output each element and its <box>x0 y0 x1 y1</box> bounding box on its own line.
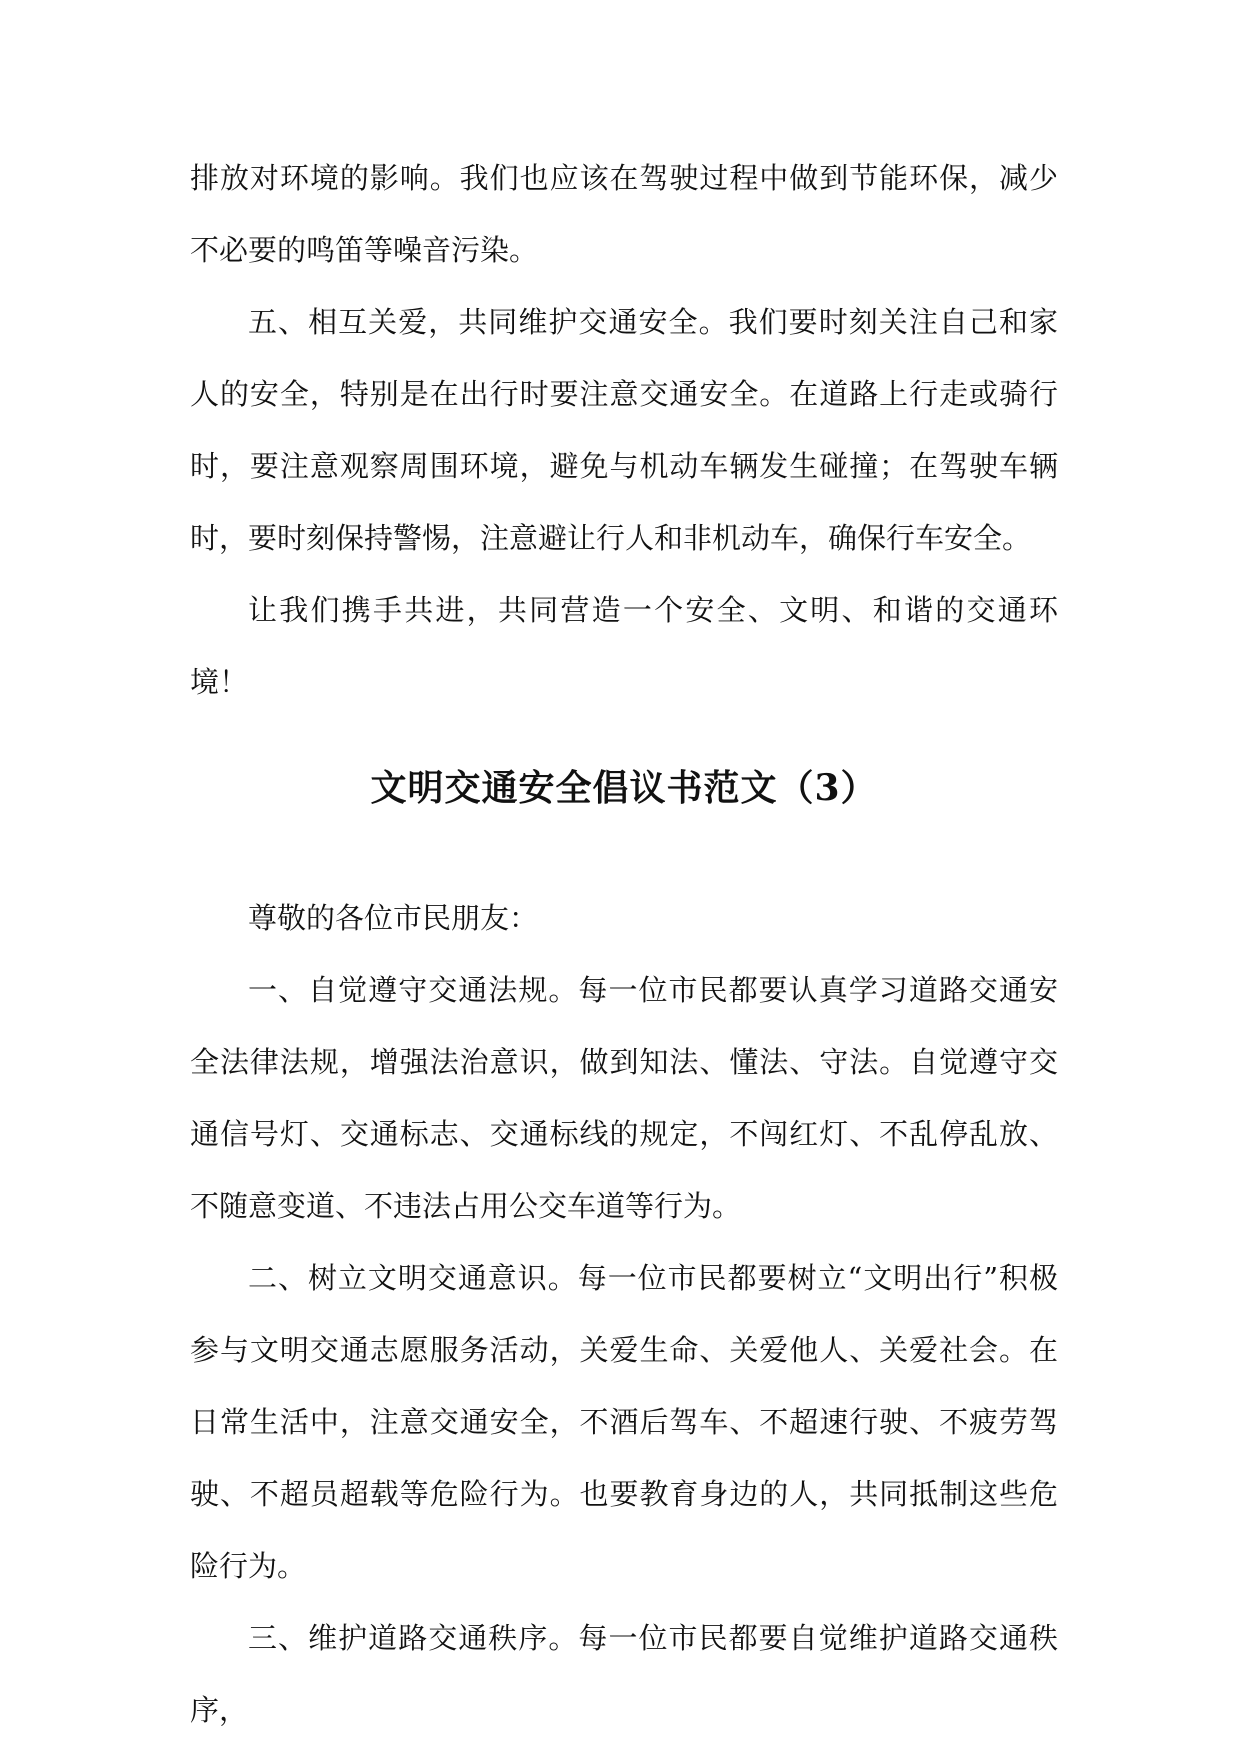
section-title: 文明交通安全倡议书范文（3） <box>370 767 878 809</box>
paragraph-environment-continued: 排放对环境的影响。我们也应该在驾驶过程中做到节能环保，减少不必要的鸣笛等噪音污染。 <box>190 161 1058 267</box>
paragraph-civilized-awareness: 二、树立文明交通意识。每一位市民都要树立“文明出行”积极参与文明交通志愿服务活动，关爱生命、关爱他人、关爱社会。在日常生活中，注意交通安全，不酒后驾车、不超速行驶、不疲劳驾驶、不超员超载等危险行为。也要教育身边的人，共同抵制这些危险行为。 <box>190 1261 1058 1583</box>
paragraph-maintain-order: 三、维护道路交通秩序。每一位市民都要自觉维护道路交通秩序， <box>190 1621 1058 1727</box>
paragraph-closing-call: 让我们携手共进，共同营造一个安全、文明、和谐的交通环境！ <box>190 593 1058 699</box>
paragraph-mutual-care: 五、相互关爱，共同维护交通安全。我们要时刻关注自己和家人的安全，特别是在出行时要注意交通安全。在道路上行走或骑行时，要注意观察周围环境，避免与机动车辆发生碰撞；在驾驶车辆时，要时刻保持警惕，注意避让行人和非机动车，确保行车安全。 <box>190 305 1058 555</box>
paragraph-salutation: 尊敬的各位市民朋友： <box>248 901 539 935</box>
document-body <box>190 142 1058 1746</box>
paragraph-obey-traffic-laws: 一、自觉遵守交通法规。每一位市民都要认真学习道路交通安全法律法规，增强法治意识，做到知法、懂法、守法。自觉遵守交通信号灯、交通标志、交通标线的规定，不闯红灯、不乱停乱放、不随意变道、不违法占用公交车道等行为。 <box>190 973 1058 1223</box>
